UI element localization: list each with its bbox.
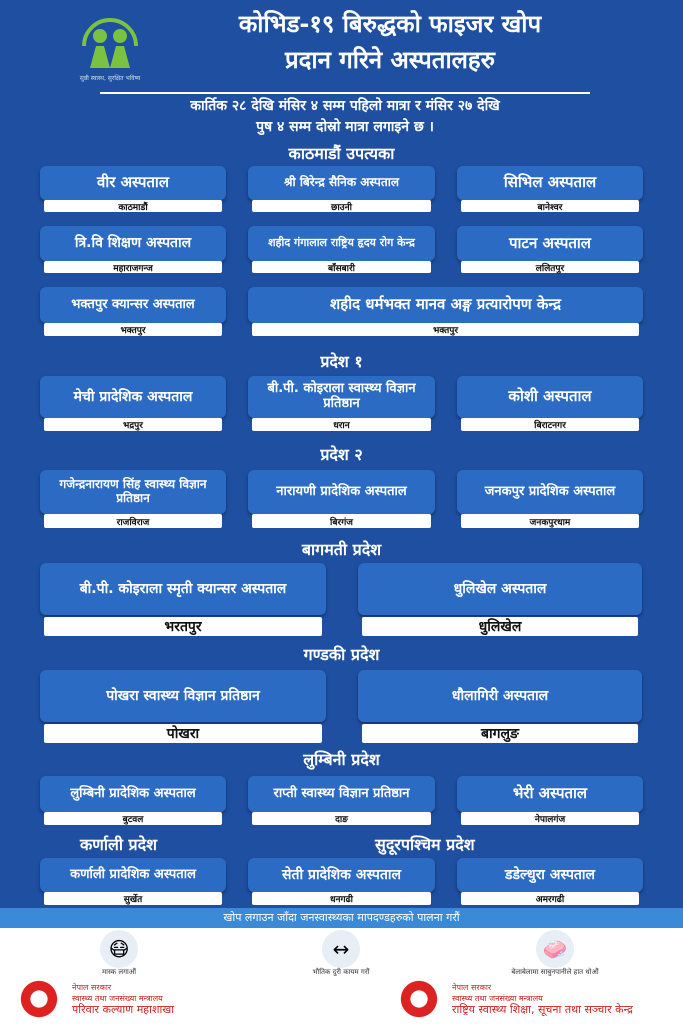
- hospital-name: सेती प्रादेशिक अस्पताल: [248, 858, 435, 892]
- hospital-name: वीर अस्पताल: [40, 166, 226, 200]
- subtitle: [100, 92, 590, 138]
- hospital-card: [248, 858, 435, 906]
- org-right-line-3: राष्ट्रिय स्वास्थ्य शिक्षा, सूचना तथा सञ्चार केन्द्र: [452, 1003, 633, 1016]
- hospital-location: काठमाडौं: [44, 200, 222, 212]
- section-karnali: कर्णाली प्रदेश: [80, 835, 158, 854]
- hospital-location: भरतपुर: [44, 617, 322, 636]
- hospital-name: सिभिल अस्पताल: [457, 166, 643, 200]
- hospital-location: पोखरा: [44, 724, 322, 743]
- hospital-location: धरान: [252, 418, 431, 431]
- hospital-card: [248, 776, 435, 826]
- hospital-name: भेरी अस्पताल: [457, 776, 643, 812]
- hospital-name: शहीद गंगालाल राष्ट्रिय हृदय रोग केन्द्र: [248, 226, 435, 261]
- logo-caption: सुन्नी स्वास्थ, सुरक्षित भविष्य: [79, 75, 141, 82]
- hospital-card: [457, 226, 643, 273]
- org-left-line-1: नेपाल सरकार: [72, 983, 112, 992]
- page-title: [150, 6, 630, 78]
- hospital-name: नारायणी प्रादेशिक अस्पताल: [248, 470, 435, 514]
- org-right-line-1: नेपाल सरकार: [452, 983, 492, 992]
- section-province-1: प्रदेश १: [320, 352, 363, 371]
- subtitle-line-2: पुष ४ सम्म दोस्रो मात्रा लगाइने छ ।: [256, 119, 434, 135]
- hospital-location: छाउनी: [252, 200, 431, 212]
- hospital-name: बी.पी. कोइराला स्वास्थ्य विज्ञान प्रतिष्ठान: [248, 376, 435, 418]
- icon-label: मास्क लगाऔं: [102, 968, 136, 976]
- hospital-location: धनगढी: [252, 892, 431, 905]
- header: [0, 0, 683, 92]
- hospital-location: राजविराज: [44, 514, 222, 528]
- hospital-card: [248, 376, 435, 432]
- section-kathmandu: काठमाडौं उपत्यका: [288, 144, 395, 163]
- section-gandaki: गण्डकी प्रदेश: [303, 645, 380, 664]
- hospital-name: लुम्बिनी प्रादेशिक अस्पताल: [40, 776, 226, 812]
- hospital-name: कर्णाली प्रादेशिक अस्पताल: [40, 858, 226, 892]
- hospital-location: बानेश्वर: [461, 200, 639, 212]
- hospital-location: भद्रपुर: [44, 418, 222, 431]
- hospital-name: शहीद धर्मभक्त मानव अङ्ग प्रत्यारोपण केन्द्र: [248, 287, 643, 323]
- subtitle-line-1: कार्तिक २८ देखि मंसिर ४ सम्म पहिलो मात्रा र मंसिर २७ देखि: [190, 98, 500, 114]
- hospital-name: राप्ती स्वास्थ्य विज्ञान प्रतिष्ठान: [248, 776, 435, 812]
- hospital-location: बाँसबारी: [252, 261, 431, 273]
- hospital-card: [248, 166, 435, 212]
- org-left-line-2: स्वास्थ्य तथा जनसंख्या मन्त्रालय: [72, 994, 163, 1003]
- title-line-2: प्रदान गरिने अस्पतालहरु: [284, 46, 496, 74]
- org-right-line-2: स्वास्थ्य तथा जनसंख्या मन्त्रालय: [452, 994, 543, 1003]
- hospital-name: डडेल्धुरा अस्पताल: [457, 858, 643, 892]
- hospital-card: [457, 376, 643, 432]
- hospital-name: पाटन अस्पताल: [457, 226, 643, 261]
- hospital-name: त्रि.वि शिक्षण अस्पताल: [40, 226, 226, 261]
- hospital-card: [457, 858, 643, 906]
- hospital-location: धुलिखेल: [362, 617, 638, 636]
- hospital-location: भक्तपुर: [252, 323, 639, 336]
- handwash-icon: 🧼: [536, 930, 574, 968]
- hospital-card: [248, 287, 643, 337]
- hospital-card: [40, 670, 326, 744]
- hospital-card: [457, 166, 643, 212]
- mask-icon: 😷: [100, 930, 138, 968]
- nepal-emblem-icon: [398, 978, 440, 1020]
- hospital-card: [40, 563, 326, 637]
- hospital-card: [248, 226, 435, 273]
- hospital-location: जनकपुरधाम: [461, 514, 639, 528]
- hospital-card: [40, 287, 226, 337]
- hospital-card: [358, 670, 642, 744]
- hospital-card: [40, 226, 226, 273]
- hospital-location: भक्तपुर: [44, 323, 222, 336]
- org-right: [452, 982, 633, 1015]
- hospital-card: [40, 776, 226, 826]
- hospital-location: नेपालगंज: [461, 812, 639, 825]
- org-left: [72, 982, 174, 1015]
- hospital-location: सुर्खेत: [44, 892, 222, 905]
- section-sudurpaschim: सुदूरपश्चिम प्रदेश: [375, 835, 475, 854]
- hospital-location: बागलुङ: [362, 724, 638, 743]
- hospital-location: दाङ: [252, 812, 431, 825]
- hospital-card: [457, 470, 643, 530]
- hospital-card: [40, 376, 226, 432]
- title-line-1: कोभिड-१९ बिरुद्धको फाइजर खोप: [238, 10, 542, 38]
- section-province-2: प्रदेश २: [320, 445, 363, 464]
- hospital-name: गजेन्द्रनारायण सिंह स्वास्थ्य विज्ञान प्रतिष्ठान: [40, 470, 226, 514]
- hospital-location: बिरगंज: [252, 514, 431, 528]
- hospital-location: अमरगढी: [461, 892, 639, 905]
- hospital-name: पोखरा स्वास्थ्य विज्ञान प्रतिष्ठान: [40, 670, 326, 722]
- hospital-location: महाराजगन्ज: [44, 261, 222, 273]
- icon-label: भौतिक दुरी कायम गरौं: [312, 968, 370, 976]
- hospital-card: [457, 776, 643, 826]
- distance-icon: ↔: [322, 930, 360, 968]
- hospital-name: धुलिखेल अस्पताल: [358, 563, 642, 615]
- hospital-location: बुटवल: [44, 812, 222, 825]
- icon-label: बेलाबेलामा साबुनपानीले हात धोऔं: [511, 968, 599, 976]
- section-bagmati: बागमती प्रदेश: [301, 540, 382, 559]
- hospital-name: श्री बिरेन्द्र सैनिक अस्पताल: [248, 166, 435, 200]
- hospital-card: [40, 470, 226, 530]
- hospital-name: धौलागिरी अस्पताल: [358, 670, 642, 722]
- hospital-name: कोशी अस्पताल: [457, 376, 643, 418]
- hospital-name: जनकपुर प्रादेशिक अस्पताल: [457, 470, 643, 514]
- hospital-name: मेची प्रादेशिक अस्पताल: [40, 376, 226, 418]
- org-left-line-3: परिवार कल्याण महाशाखा: [72, 1003, 175, 1016]
- hospital-card: [358, 563, 642, 637]
- hospital-card: [248, 470, 435, 530]
- guideline-note: खोप लगाउन जाँदा जनस्वास्थ्यका मापदण्डहरुको पालना गरौं: [0, 908, 683, 928]
- hospital-name: भक्तपुर क्यान्सर अस्पताल: [40, 287, 226, 323]
- section-lumbini: लुम्बिनी प्रदेश: [303, 750, 380, 769]
- hospital-card: [40, 858, 226, 906]
- hospital-location: ललितपुर: [461, 261, 639, 273]
- hospital-name: बी.पी. कोइराला स्मृती क्यान्सर अस्पताल: [40, 563, 326, 615]
- hospital-card: [40, 166, 226, 212]
- hospital-location: बिराटनगर: [461, 418, 639, 431]
- nepal-emblem-icon: [18, 978, 60, 1020]
